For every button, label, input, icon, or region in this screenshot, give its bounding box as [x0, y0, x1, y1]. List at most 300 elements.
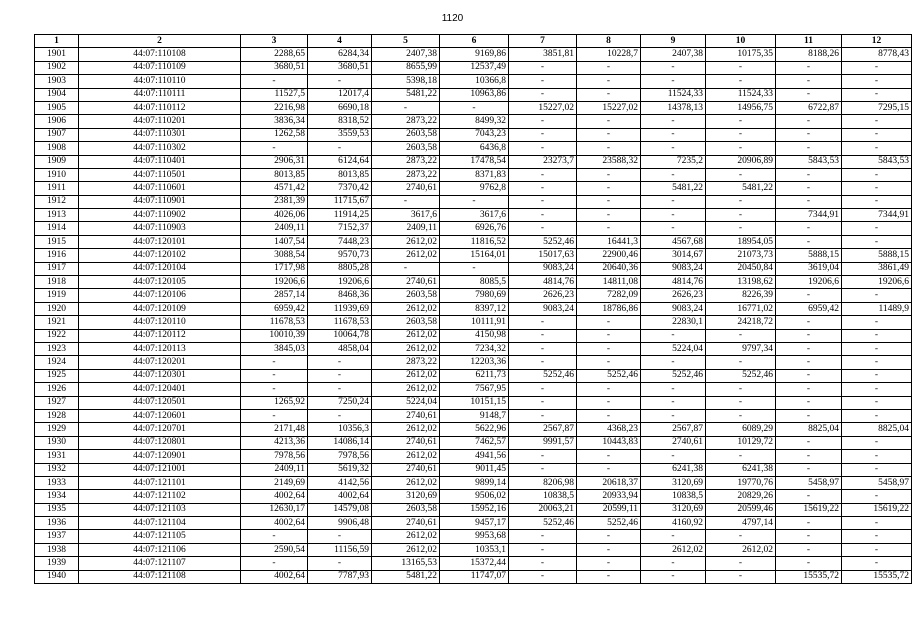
value-cell: 7370,42: [308, 182, 372, 195]
value-cell: 10838,5: [509, 490, 577, 503]
column-header: 2: [79, 35, 241, 48]
value-cell: 10228,7: [577, 48, 641, 61]
value-cell: -: [509, 115, 577, 128]
row-number-cell: 1936: [35, 517, 79, 530]
value-cell: 2740,61: [372, 436, 440, 449]
value-cell: 5619,32: [308, 463, 372, 476]
value-cell: 12537,49: [440, 61, 509, 74]
value-cell: 6926,76: [440, 222, 509, 235]
value-cell: -: [577, 88, 641, 101]
value-cell: -: [641, 168, 706, 181]
table-body: [35, 48, 912, 584]
table-row: [35, 209, 912, 222]
value-cell: -: [842, 61, 912, 74]
value-cell: -: [842, 289, 912, 302]
table-row: [35, 222, 912, 235]
value-cell: 24218,72: [706, 316, 776, 329]
value-cell: -: [842, 543, 912, 556]
value-cell: -: [509, 61, 577, 74]
cadastral-number-cell: 44:07:110111: [79, 88, 241, 101]
value-cell: 14378,13: [641, 101, 706, 114]
value-cell: 11816,52: [440, 235, 509, 248]
value-cell: 8499,32: [440, 115, 509, 128]
value-cell: -: [776, 409, 842, 422]
value-cell: -: [440, 262, 509, 275]
table-row: [35, 557, 912, 570]
value-cell: 8013,85: [308, 168, 372, 181]
row-number-cell: 1917: [35, 262, 79, 275]
value-cell: -: [776, 128, 842, 141]
value-cell: 6089,29: [706, 423, 776, 436]
column-header: 4: [308, 35, 372, 48]
table-row: [35, 61, 912, 74]
value-cell: 4002,64: [241, 517, 308, 530]
value-cell: -: [706, 530, 776, 543]
value-cell: -: [706, 222, 776, 235]
value-cell: -: [706, 75, 776, 88]
value-cell: 2409,11: [241, 222, 308, 235]
value-cell: 11524,33: [706, 88, 776, 101]
value-cell: 6211,73: [440, 369, 509, 382]
table-row: [35, 235, 912, 248]
value-cell: 5622,96: [440, 423, 509, 436]
value-cell: 16441,3: [577, 235, 641, 248]
value-cell: -: [776, 490, 842, 503]
value-cell: 11747,07: [440, 570, 509, 583]
value-cell: 2612,02: [372, 235, 440, 248]
value-cell: -: [776, 369, 842, 382]
value-cell: 5252,46: [509, 517, 577, 530]
value-cell: 8825,04: [842, 423, 912, 436]
cadastral-number-cell: 44:07:120601: [79, 409, 241, 422]
value-cell: -: [776, 530, 842, 543]
value-cell: -: [776, 316, 842, 329]
cadastral-number-cell: 44:07:121105: [79, 530, 241, 543]
value-cell: -: [842, 222, 912, 235]
value-cell: -: [706, 557, 776, 570]
value-cell: 4142,56: [308, 476, 372, 489]
value-cell: 20906,89: [706, 155, 776, 168]
value-cell: 9953,68: [440, 530, 509, 543]
value-cell: 2740,61: [372, 409, 440, 422]
cadastral-number-cell: 44:07:120110: [79, 316, 241, 329]
table-row: [35, 155, 912, 168]
cadastral-number-cell: 44:07:110109: [79, 61, 241, 74]
value-cell: -: [706, 209, 776, 222]
row-number-cell: 1938: [35, 543, 79, 556]
cadastral-number-cell: 44:07:110301: [79, 128, 241, 141]
value-cell: -: [440, 101, 509, 114]
row-number-cell: 1923: [35, 342, 79, 355]
value-cell: -: [577, 182, 641, 195]
value-cell: 5252,46: [641, 369, 706, 382]
cadastral-number-cell: 44:07:121101: [79, 476, 241, 489]
value-cell: 9083,24: [641, 262, 706, 275]
value-cell: 16771,02: [706, 302, 776, 315]
row-number-cell: 1939: [35, 557, 79, 570]
row-number-cell: 1928: [35, 409, 79, 422]
value-cell: -: [577, 396, 641, 409]
value-cell: -: [509, 557, 577, 570]
value-cell: -: [440, 195, 509, 208]
value-cell: -: [842, 195, 912, 208]
value-cell: 8318,52: [308, 115, 372, 128]
value-cell: 2740,61: [641, 436, 706, 449]
value-cell: 10838,5: [641, 490, 706, 503]
value-cell: 10963,86: [440, 88, 509, 101]
value-cell: 14956,75: [706, 101, 776, 114]
table-row: [35, 356, 912, 369]
value-cell: -: [509, 209, 577, 222]
row-number-cell: 1924: [35, 356, 79, 369]
value-cell: 4002,64: [241, 570, 308, 583]
value-cell: -: [706, 329, 776, 342]
value-cell: -: [577, 329, 641, 342]
value-cell: 20829,26: [706, 490, 776, 503]
value-cell: 11914,25: [308, 209, 372, 222]
value-cell: 4797,14: [706, 517, 776, 530]
row-number-cell: 1937: [35, 530, 79, 543]
value-cell: 9148,7: [440, 409, 509, 422]
value-cell: 13165,53: [372, 557, 440, 570]
table-row: [35, 476, 912, 489]
value-cell: 4002,64: [308, 490, 372, 503]
column-header: 8: [577, 35, 641, 48]
value-cell: -: [641, 383, 706, 396]
table-row: [35, 249, 912, 262]
table-row: [35, 383, 912, 396]
table-row: [35, 195, 912, 208]
value-cell: 2612,02: [641, 543, 706, 556]
value-cell: 4814,76: [641, 276, 706, 289]
value-cell: -: [577, 543, 641, 556]
value-cell: -: [842, 168, 912, 181]
column-header: 3: [241, 35, 308, 48]
value-cell: 5843,53: [776, 155, 842, 168]
value-cell: -: [577, 383, 641, 396]
value-cell: 4002,64: [241, 490, 308, 503]
table-row: [35, 88, 912, 101]
value-cell: 1407,54: [241, 235, 308, 248]
value-cell: -: [842, 530, 912, 543]
value-cell: -: [706, 450, 776, 463]
column-header: 7: [509, 35, 577, 48]
data-table: [34, 34, 912, 584]
cadastral-number-cell: 44:07:120701: [79, 423, 241, 436]
value-cell: -: [308, 409, 372, 422]
value-cell: -: [842, 463, 912, 476]
value-cell: -: [509, 530, 577, 543]
value-cell: 15535,72: [776, 570, 842, 583]
value-cell: 9083,24: [641, 302, 706, 315]
value-cell: 1265,92: [241, 396, 308, 409]
value-cell: -: [577, 530, 641, 543]
value-cell: 2603,58: [372, 503, 440, 516]
value-cell: 2612,02: [706, 543, 776, 556]
value-cell: 8655,99: [372, 61, 440, 74]
value-cell: 8397,12: [440, 302, 509, 315]
value-cell: -: [241, 142, 308, 155]
value-cell: 12630,17: [241, 503, 308, 516]
row-number-cell: 1926: [35, 383, 79, 396]
cadastral-number-cell: 44:07:120201: [79, 356, 241, 369]
cadastral-number-cell: 44:07:121107: [79, 557, 241, 570]
value-cell: 8468,36: [308, 289, 372, 302]
value-cell: 4160,92: [641, 517, 706, 530]
value-cell: 15164,01: [440, 249, 509, 262]
value-cell: 10443,83: [577, 436, 641, 449]
value-cell: -: [641, 61, 706, 74]
value-cell: 13198,62: [706, 276, 776, 289]
value-cell: 2612,02: [372, 342, 440, 355]
value-cell: -: [641, 396, 706, 409]
column-header: 6: [440, 35, 509, 48]
value-cell: 15619,22: [842, 503, 912, 516]
value-cell: 2603,58: [372, 128, 440, 141]
value-cell: 2612,02: [372, 302, 440, 315]
row-number-cell: 1914: [35, 222, 79, 235]
value-cell: 5888,15: [842, 249, 912, 262]
value-cell: 15952,16: [440, 503, 509, 516]
value-cell: 4368,23: [577, 423, 641, 436]
cadastral-number-cell: 44:07:120801: [79, 436, 241, 449]
value-cell: -: [776, 88, 842, 101]
value-cell: 8226,39: [706, 289, 776, 302]
value-cell: 20599,11: [577, 503, 641, 516]
value-cell: -: [776, 115, 842, 128]
value-cell: -: [706, 570, 776, 583]
value-cell: 18786,86: [577, 302, 641, 315]
value-cell: 15535,72: [842, 570, 912, 583]
value-cell: 10356,3: [308, 423, 372, 436]
value-cell: 2603,58: [372, 289, 440, 302]
value-cell: 6124,64: [308, 155, 372, 168]
value-cell: 1717,98: [241, 262, 308, 275]
cadastral-number-cell: 44:07:120112: [79, 329, 241, 342]
value-cell: 3120,69: [641, 503, 706, 516]
value-cell: -: [842, 142, 912, 155]
value-cell: 17478,54: [440, 155, 509, 168]
value-cell: 8206,98: [509, 476, 577, 489]
value-cell: -: [641, 115, 706, 128]
value-cell: 2873,22: [372, 155, 440, 168]
table-row: [35, 543, 912, 556]
value-cell: -: [842, 450, 912, 463]
value-cell: 6690,18: [308, 101, 372, 114]
value-cell: 9762,8: [440, 182, 509, 195]
table-row: [35, 570, 912, 583]
column-header: 10: [706, 35, 776, 48]
value-cell: 2612,02: [372, 249, 440, 262]
value-cell: -: [509, 195, 577, 208]
value-cell: -: [509, 543, 577, 556]
value-cell: -: [842, 369, 912, 382]
column-header: 1: [35, 35, 79, 48]
value-cell: 15372,44: [440, 557, 509, 570]
table-row: [35, 342, 912, 355]
value-cell: 7978,56: [308, 450, 372, 463]
value-cell: 2171,48: [241, 423, 308, 436]
value-cell: -: [509, 342, 577, 355]
cadastral-number-cell: 44:07:120104: [79, 262, 241, 275]
table-row: [35, 168, 912, 181]
value-cell: -: [308, 383, 372, 396]
value-cell: 11715,67: [308, 195, 372, 208]
value-cell: 18954,05: [706, 235, 776, 248]
value-cell: 20618,37: [577, 476, 641, 489]
value-cell: -: [509, 75, 577, 88]
value-cell: -: [842, 329, 912, 342]
value-cell: -: [577, 342, 641, 355]
value-cell: -: [641, 195, 706, 208]
value-cell: 20640,36: [577, 262, 641, 275]
value-cell: -: [372, 262, 440, 275]
value-cell: -: [776, 195, 842, 208]
value-cell: -: [842, 436, 912, 449]
table-row: [35, 101, 912, 114]
value-cell: 5458,97: [776, 476, 842, 489]
value-cell: 5252,46: [577, 369, 641, 382]
table-row: [35, 517, 912, 530]
value-cell: 7980,69: [440, 289, 509, 302]
row-number-cell: 1912: [35, 195, 79, 208]
cadastral-number-cell: 44:07:110201: [79, 115, 241, 128]
value-cell: 1262,58: [241, 128, 308, 141]
value-cell: -: [577, 75, 641, 88]
value-cell: 19206,6: [842, 276, 912, 289]
value-cell: -: [706, 356, 776, 369]
value-cell: 9506,02: [440, 490, 509, 503]
value-cell: -: [577, 316, 641, 329]
value-cell: 10151,15: [440, 396, 509, 409]
value-cell: 8188,26: [776, 48, 842, 61]
value-cell: 19206,6: [308, 276, 372, 289]
table-row: [35, 423, 912, 436]
cadastral-number-cell: 44:07:110903: [79, 222, 241, 235]
value-cell: 7152,37: [308, 222, 372, 235]
cadastral-number-cell: 44:07:120113: [79, 342, 241, 355]
value-cell: 4026,06: [241, 209, 308, 222]
value-cell: -: [842, 115, 912, 128]
value-cell: 7462,57: [440, 436, 509, 449]
table-row: [35, 276, 912, 289]
table-row: [35, 450, 912, 463]
table-row: [35, 75, 912, 88]
value-cell: 2873,22: [372, 115, 440, 128]
value-cell: -: [776, 61, 842, 74]
row-number-cell: 1903: [35, 75, 79, 88]
value-cell: 15619,22: [776, 503, 842, 516]
value-cell: 9570,73: [308, 249, 372, 262]
value-cell: 8013,85: [241, 168, 308, 181]
value-cell: -: [842, 383, 912, 396]
value-cell: -: [509, 128, 577, 141]
value-cell: 6722,87: [776, 101, 842, 114]
value-cell: -: [776, 463, 842, 476]
value-cell: 8805,28: [308, 262, 372, 275]
value-cell: 4571,42: [241, 182, 308, 195]
value-cell: 20063,21: [509, 503, 577, 516]
value-cell: -: [776, 342, 842, 355]
table-row: [35, 369, 912, 382]
cadastral-number-cell: 44:07:121001: [79, 463, 241, 476]
value-cell: 9906,48: [308, 517, 372, 530]
value-cell: 11156,59: [308, 543, 372, 556]
value-cell: -: [776, 557, 842, 570]
row-number-cell: 1940: [35, 570, 79, 583]
value-cell: -: [308, 530, 372, 543]
value-cell: 4213,36: [241, 436, 308, 449]
row-number-cell: 1904: [35, 88, 79, 101]
row-number-cell: 1935: [35, 503, 79, 516]
cadastral-number-cell: 44:07:121104: [79, 517, 241, 530]
value-cell: 19206,6: [776, 276, 842, 289]
cadastral-number-cell: 44:07:120301: [79, 369, 241, 382]
value-cell: 2612,02: [372, 369, 440, 382]
value-cell: -: [577, 570, 641, 583]
value-cell: 14579,08: [308, 503, 372, 516]
value-cell: 4567,68: [641, 235, 706, 248]
value-cell: 5888,15: [776, 249, 842, 262]
value-cell: 23273,7: [509, 155, 577, 168]
value-cell: 14811,08: [577, 276, 641, 289]
value-cell: -: [776, 436, 842, 449]
value-cell: 15227,02: [577, 101, 641, 114]
value-cell: 6241,38: [641, 463, 706, 476]
value-cell: -: [577, 463, 641, 476]
cadastral-number-cell: 44:07:120102: [79, 249, 241, 262]
value-cell: 20450,84: [706, 262, 776, 275]
row-number-cell: 1932: [35, 463, 79, 476]
row-number-cell: 1906: [35, 115, 79, 128]
value-cell: -: [776, 450, 842, 463]
row-number-cell: 1915: [35, 235, 79, 248]
value-cell: -: [509, 182, 577, 195]
row-number-cell: 1901: [35, 48, 79, 61]
value-cell: 4858,04: [308, 342, 372, 355]
value-cell: 23588,32: [577, 155, 641, 168]
value-cell: 15017,63: [509, 249, 577, 262]
value-cell: 2590,54: [241, 543, 308, 556]
cadastral-number-cell: 44:07:120901: [79, 450, 241, 463]
value-cell: 10129,72: [706, 436, 776, 449]
value-cell: -: [842, 490, 912, 503]
value-cell: -: [842, 88, 912, 101]
value-cell: -: [241, 557, 308, 570]
table-row: [35, 530, 912, 543]
value-cell: 2381,39: [241, 195, 308, 208]
row-number-cell: 1911: [35, 182, 79, 195]
value-cell: -: [641, 557, 706, 570]
value-cell: 5224,04: [641, 342, 706, 355]
value-cell: -: [776, 235, 842, 248]
value-cell: -: [776, 543, 842, 556]
value-cell: 3559,53: [308, 128, 372, 141]
value-cell: 2626,23: [509, 289, 577, 302]
value-cell: 10010,39: [241, 329, 308, 342]
value-cell: 5481,22: [372, 570, 440, 583]
page-number: 1120: [441, 13, 464, 24]
table-row: [35, 316, 912, 329]
value-cell: 5481,22: [706, 182, 776, 195]
value-cell: 10366,8: [440, 75, 509, 88]
row-number-cell: 1918: [35, 276, 79, 289]
value-cell: 11527,5: [241, 88, 308, 101]
value-cell: 2740,61: [372, 276, 440, 289]
value-cell: 8825,04: [776, 423, 842, 436]
value-cell: 11939,69: [308, 302, 372, 315]
row-number-cell: 1909: [35, 155, 79, 168]
